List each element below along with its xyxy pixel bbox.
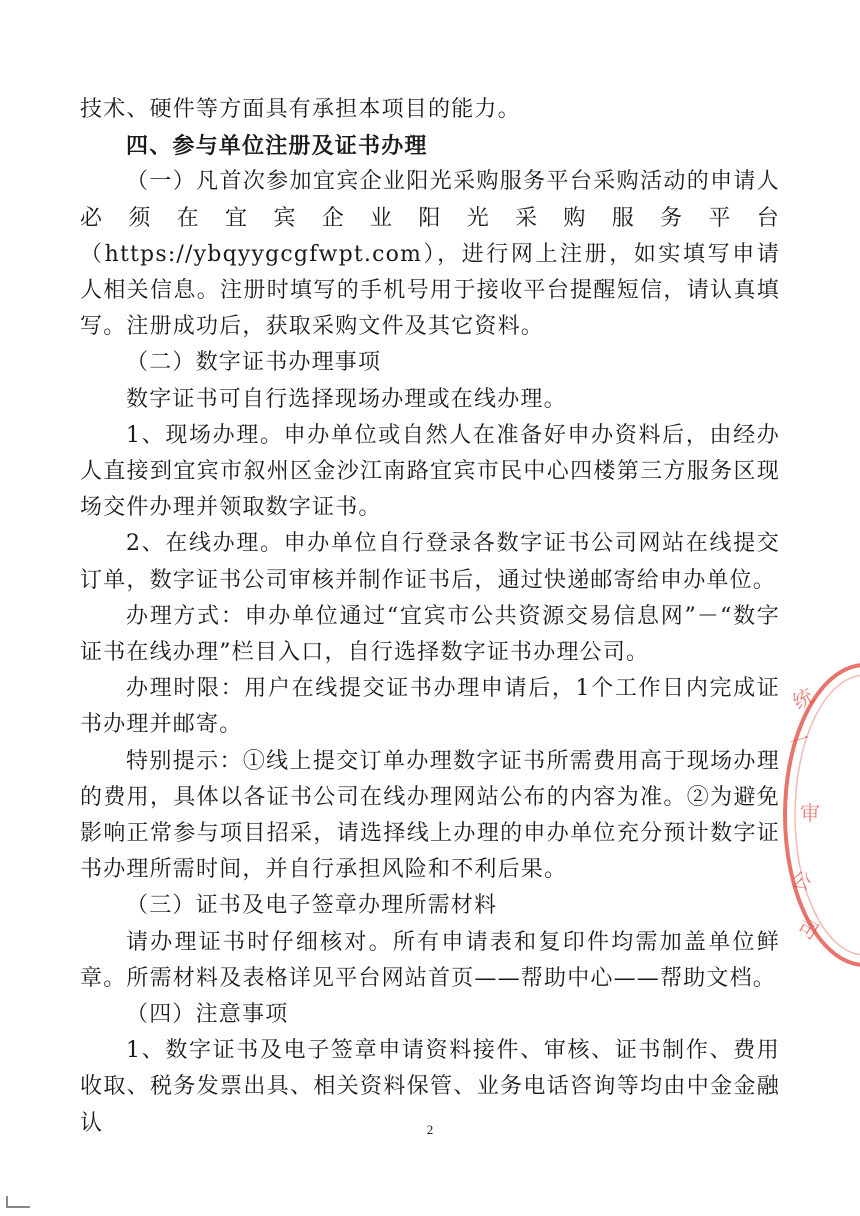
- section-heading-4: 四、参与单位注册及证书办理: [126, 133, 428, 160]
- seal-center-char: 审: [800, 801, 820, 825]
- seal-graphic: [770, 650, 860, 980]
- svg-text:公: 公: [788, 866, 815, 896]
- scan-corner-mark: [6, 1196, 30, 1208]
- paragraph-onsite: 1、现场办理。申办单位或自然人在准备好申办资料后，由经办人直接到宜宾市叙州区金沙江南路宜宾市民中心四楼第三方服务区现场交件办理并领取数字证书。: [80, 422, 780, 521]
- page-number: 2: [426, 1122, 434, 1137]
- paragraph-cert-choice: 数字证书可自行选择现场办理或在线办理。: [126, 386, 567, 412]
- svg-text:司: 司: [793, 913, 823, 945]
- svg-text:一: 一: [787, 726, 813, 755]
- body-text: [80, 92, 780, 1142]
- subheading-materials: （三）证书及电子签章办理所需材料: [126, 893, 498, 919]
- paragraph-registration: （一）凡首次参加宜宾企业阳光采购服务平台采购活动的申请人必须在宜宾企业阳光采购服务平台（https://ybqyygcgfwpt.com），进行网上注册，如实填写申请人相关信息。注册时填写的手机号用于接收平台提醒短信，请认真填写。注册成功后，获取采购文件及其它资料。: [80, 169, 780, 340]
- paragraph-note-1: 1、数字证书及电子签章申请资料接件、审核、证书制作、费用收取、税务发票出具、相关资料保管、业务电话咨询等均由中金金融认: [80, 1038, 780, 1136]
- paragraph-online: 2、在线办理。申办单位自行登录各数字证书公司网站在线提交订单，数字证书公司审核并制作证书后，通过快递邮寄给申办单位。: [80, 531, 780, 593]
- seal-char: 统: [788, 683, 818, 715]
- subheading-notes: （四）注意事项: [126, 1002, 289, 1028]
- paragraph-materials: 请办理证书时仔细核对。所有申请表和复印件均需加盖单位鲜章。所需材料及表格详见平台网站首页——帮助中心——帮助文档。: [80, 929, 780, 991]
- subheading-certificate: （二）数字证书办理事项: [126, 350, 382, 376]
- official-seal-stamp: [770, 650, 860, 980]
- paragraph-continuation: 技术、硬件等方面具有承担本项目的能力。: [80, 97, 521, 122]
- paragraph-time-limit: 办理时限：用户在线提交证书办理申请后，1个工作日内完成证书办理并邮寄。: [80, 676, 780, 738]
- paragraph-special-notice: 特别提示：①线上提交订单办理数字证书所需费用高于现场办理的费用，具体以各证书公司在线办理网站公布的内容为准。②为避免影响正常参与项目招采，请选择线上办理的申办单位充分预计数字证书办理所需时间，并自行承担风险和不利后果。: [80, 748, 780, 883]
- paragraph-method: 办理方式：申办单位通过“宜宾市公共资源交易信息网”－“数字证书在线办理”栏目入口，自行选择数字证书办理公司。: [80, 603, 780, 666]
